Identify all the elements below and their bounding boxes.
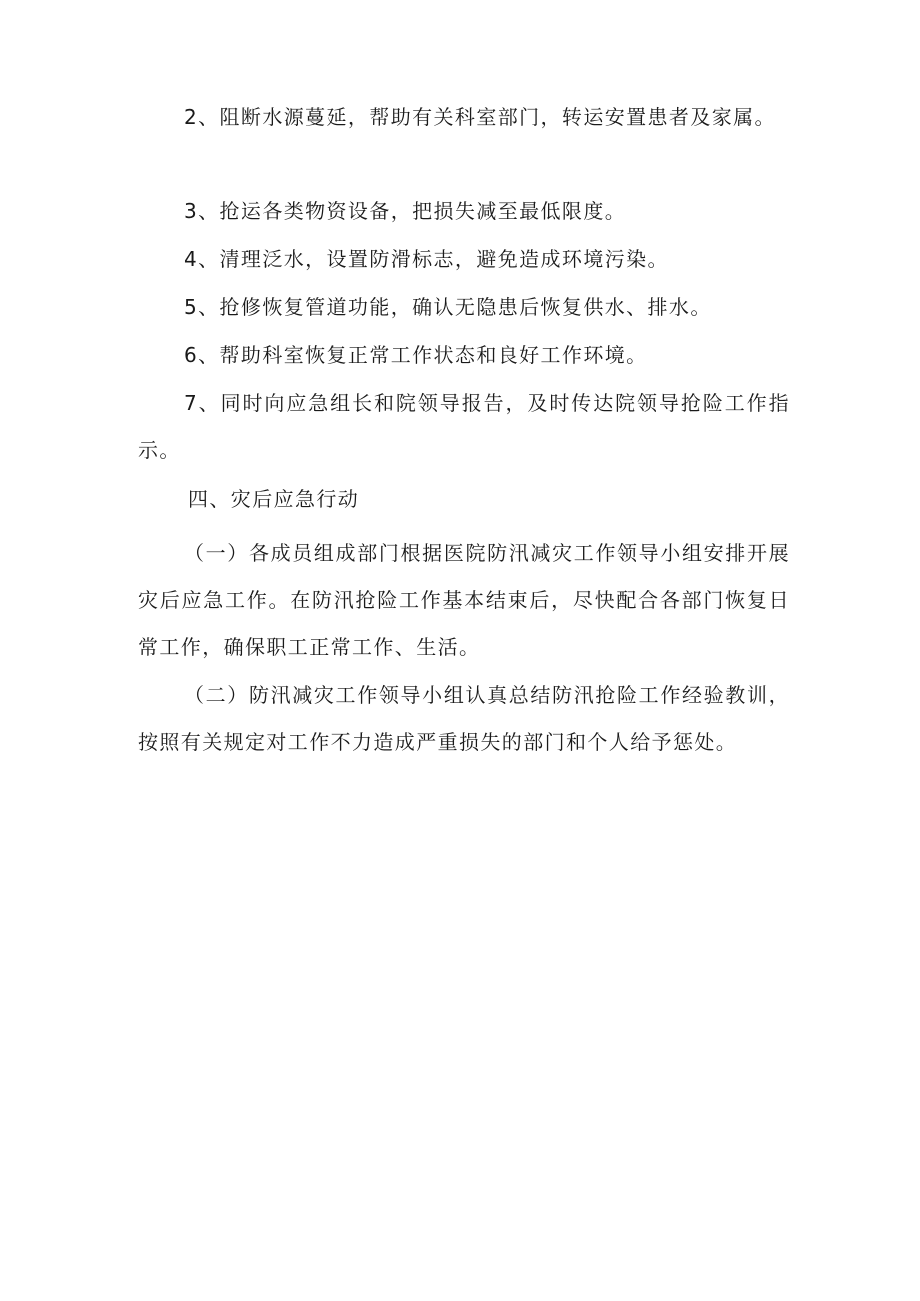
list-item-6: 6、帮助科室恢复正常工作状态和良好工作环境。 xyxy=(184,343,648,367)
list-item-2: 2、阻断水源蔓延，帮助有关科室部门，转运安置患者及家属。 xyxy=(184,105,776,129)
section-heading: 四、灾后应急行动 xyxy=(188,487,360,511)
list-item-4: 4、清理泛水，设置防滑标志，避免造成环境污染。 xyxy=(184,247,669,271)
section-paragraph-2: （二）防汛减灾工作领导小组认真总结防汛抢险工作经验教训，按照有关规定对工作不力造成严重损失的部门和个人给予惩处。 xyxy=(138,683,790,754)
section-paragraph-1: （一）各成员组成部门根据医院防汛减灾工作领导小组安排开展灾后应急工作。在防汛抢险工作基本结束后，尽快配合各部门恢复日常工作，确保职工正常工作、生活。 xyxy=(138,541,790,659)
list-item-7: 7、同时向应急组长和院领导报告，及时传达院领导抢险工作指示。 xyxy=(138,391,790,462)
list-item-3: 3、抢运各类物资设备，把损失减至最低限度。 xyxy=(184,199,627,223)
list-item-5: 5、抢修恢复管道功能，确认无隐患后恢复供水、排水。 xyxy=(184,295,712,319)
